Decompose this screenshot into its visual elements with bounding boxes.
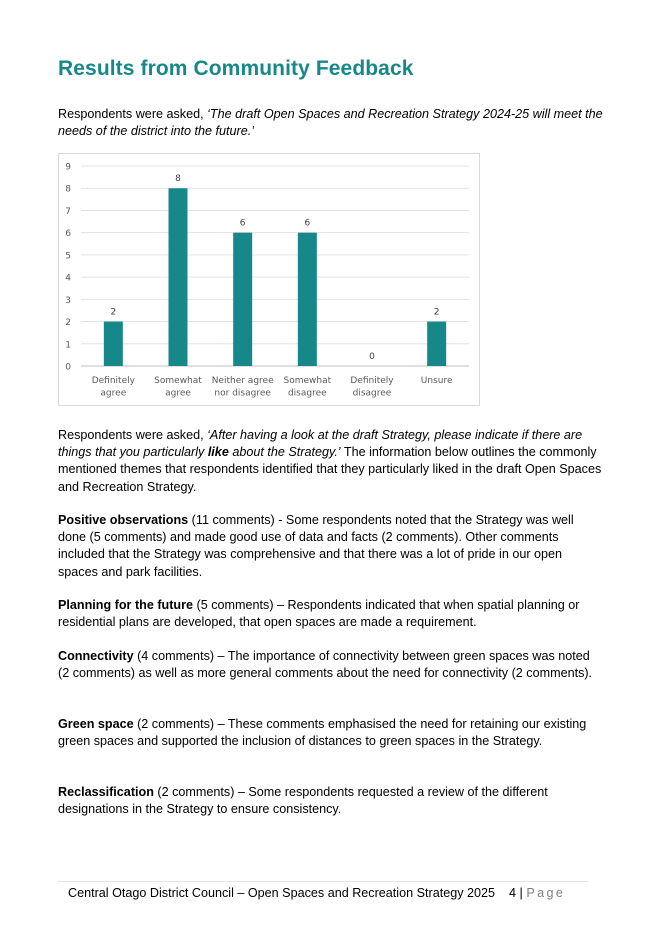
- question-2-intro: Respondents were asked,: [58, 428, 208, 442]
- y-tick-label: 1: [65, 340, 71, 351]
- theme-title: Connectivity: [58, 649, 134, 663]
- footer-divider: [58, 881, 588, 882]
- bar: [233, 233, 252, 366]
- y-tick-label: 2: [65, 318, 71, 329]
- question-2-quote-a: ‘After having a look at the draft Strategy, please indicate if there are things that you particularly: [58, 428, 583, 460]
- x-tick-label: Definitely: [91, 376, 135, 386]
- y-tick-label: 7: [65, 206, 71, 217]
- theme-title: Planning for the future: [58, 598, 194, 612]
- theme-text: – These comments emphasised the need for retaining our existing green spaces and supported the inclusion of distances to green spaces in the Strategy.: [58, 717, 587, 749]
- question-2-quote-b: about the Strategy.’: [228, 445, 341, 460]
- question-2-paragraph: [58, 427, 603, 496]
- theme-text: – Respondents indicated that when spatial planning or residential plans are developed, that open spaces are made a requirement.: [58, 598, 580, 630]
- bar: [169, 188, 188, 366]
- theme-text: – The importance of connectivity between green spaces was noted (2 comments) as well as more general comments about the need for connectivity (2 comments).: [58, 649, 593, 681]
- data-label: 2: [433, 307, 440, 318]
- data-label: 2: [110, 307, 117, 318]
- y-tick-label: 9: [65, 162, 71, 173]
- x-tick-label: nor disagree: [214, 388, 271, 399]
- y-tick-label: 4: [65, 273, 71, 284]
- theme-title: Reclassification: [58, 785, 154, 799]
- data-label: 0: [369, 352, 375, 362]
- question-1-quote: ‘The draft Open Spaces and Recreation Strategy 2024-25 will meet the needs of the district into the future.’: [58, 107, 603, 139]
- bar: [104, 322, 123, 366]
- x-tick-label: Definitely: [350, 376, 394, 386]
- theme-text: - Some respondents noted that the Strategy was well done (5 comments) and made good use of data and facts (2 comments). Other comments included that the Strategy was comprehensive and that there was a lot of pride in our open spaces and park facilities.: [58, 513, 574, 579]
- data-label: 6: [239, 218, 246, 229]
- data-label: 8: [175, 174, 181, 185]
- page-number: 4: [509, 886, 517, 900]
- y-tick-label: 3: [65, 295, 71, 306]
- y-tick-label: 0: [65, 362, 71, 373]
- theme-count: (2 comments): [153, 785, 235, 799]
- x-tick-label: Neither agree: [211, 376, 274, 386]
- y-tick-label: 6: [65, 229, 71, 240]
- bar: [298, 233, 317, 366]
- page-title: Results from Community Feedback: [58, 57, 414, 80]
- theme-count: (11 comments): [188, 513, 275, 527]
- question-2-quote-bold: like: [207, 445, 229, 460]
- footer-text: Central Otago District Council – Open Spaces and Recreation Strategy 2025: [68, 886, 496, 900]
- x-tick-label: agree: [165, 388, 191, 399]
- page-footer: [68, 886, 565, 900]
- x-tick-label: Unsure: [420, 376, 453, 386]
- theme-paragraph: [58, 512, 603, 581]
- theme-count: (4 comments): [133, 649, 215, 663]
- x-tick-label: agree: [100, 388, 127, 399]
- bar: [427, 322, 446, 366]
- x-tick-label: disagree: [352, 388, 392, 399]
- theme-paragraph: [58, 716, 603, 750]
- y-tick-label: 8: [65, 184, 71, 195]
- theme-paragraph: [58, 597, 603, 631]
- page-separator: |: [519, 886, 523, 900]
- data-label: 6: [304, 218, 311, 229]
- theme-paragraph: [58, 784, 603, 818]
- chart-canvas: [59, 154, 481, 407]
- theme-count: (2 comments): [133, 717, 215, 731]
- x-tick-label: Somewhat: [283, 376, 332, 386]
- x-tick-label: Somewhat: [154, 376, 202, 386]
- y-tick-label: 5: [65, 251, 71, 262]
- page-word: Page: [526, 886, 566, 900]
- theme-paragraph: [58, 648, 603, 682]
- theme-title: Green space: [58, 717, 134, 731]
- theme-title: Positive observations: [58, 513, 189, 527]
- question-2-rest: The information below outlines the commonly mentioned themes that respondents identified that they particularly liked in the draft Open Spaces and Recreation Strategy.: [58, 445, 602, 494]
- theme-text: – Some respondents requested a review of the different designations in the Strategy to ensure consistency.: [58, 785, 548, 817]
- x-tick-label: disagree: [287, 388, 327, 399]
- question-1-intro: Respondents were asked,: [58, 107, 208, 121]
- theme-count: (5 comments): [193, 598, 274, 612]
- agreement-bar-chart: [58, 153, 480, 406]
- question-1-paragraph: [58, 106, 603, 140]
